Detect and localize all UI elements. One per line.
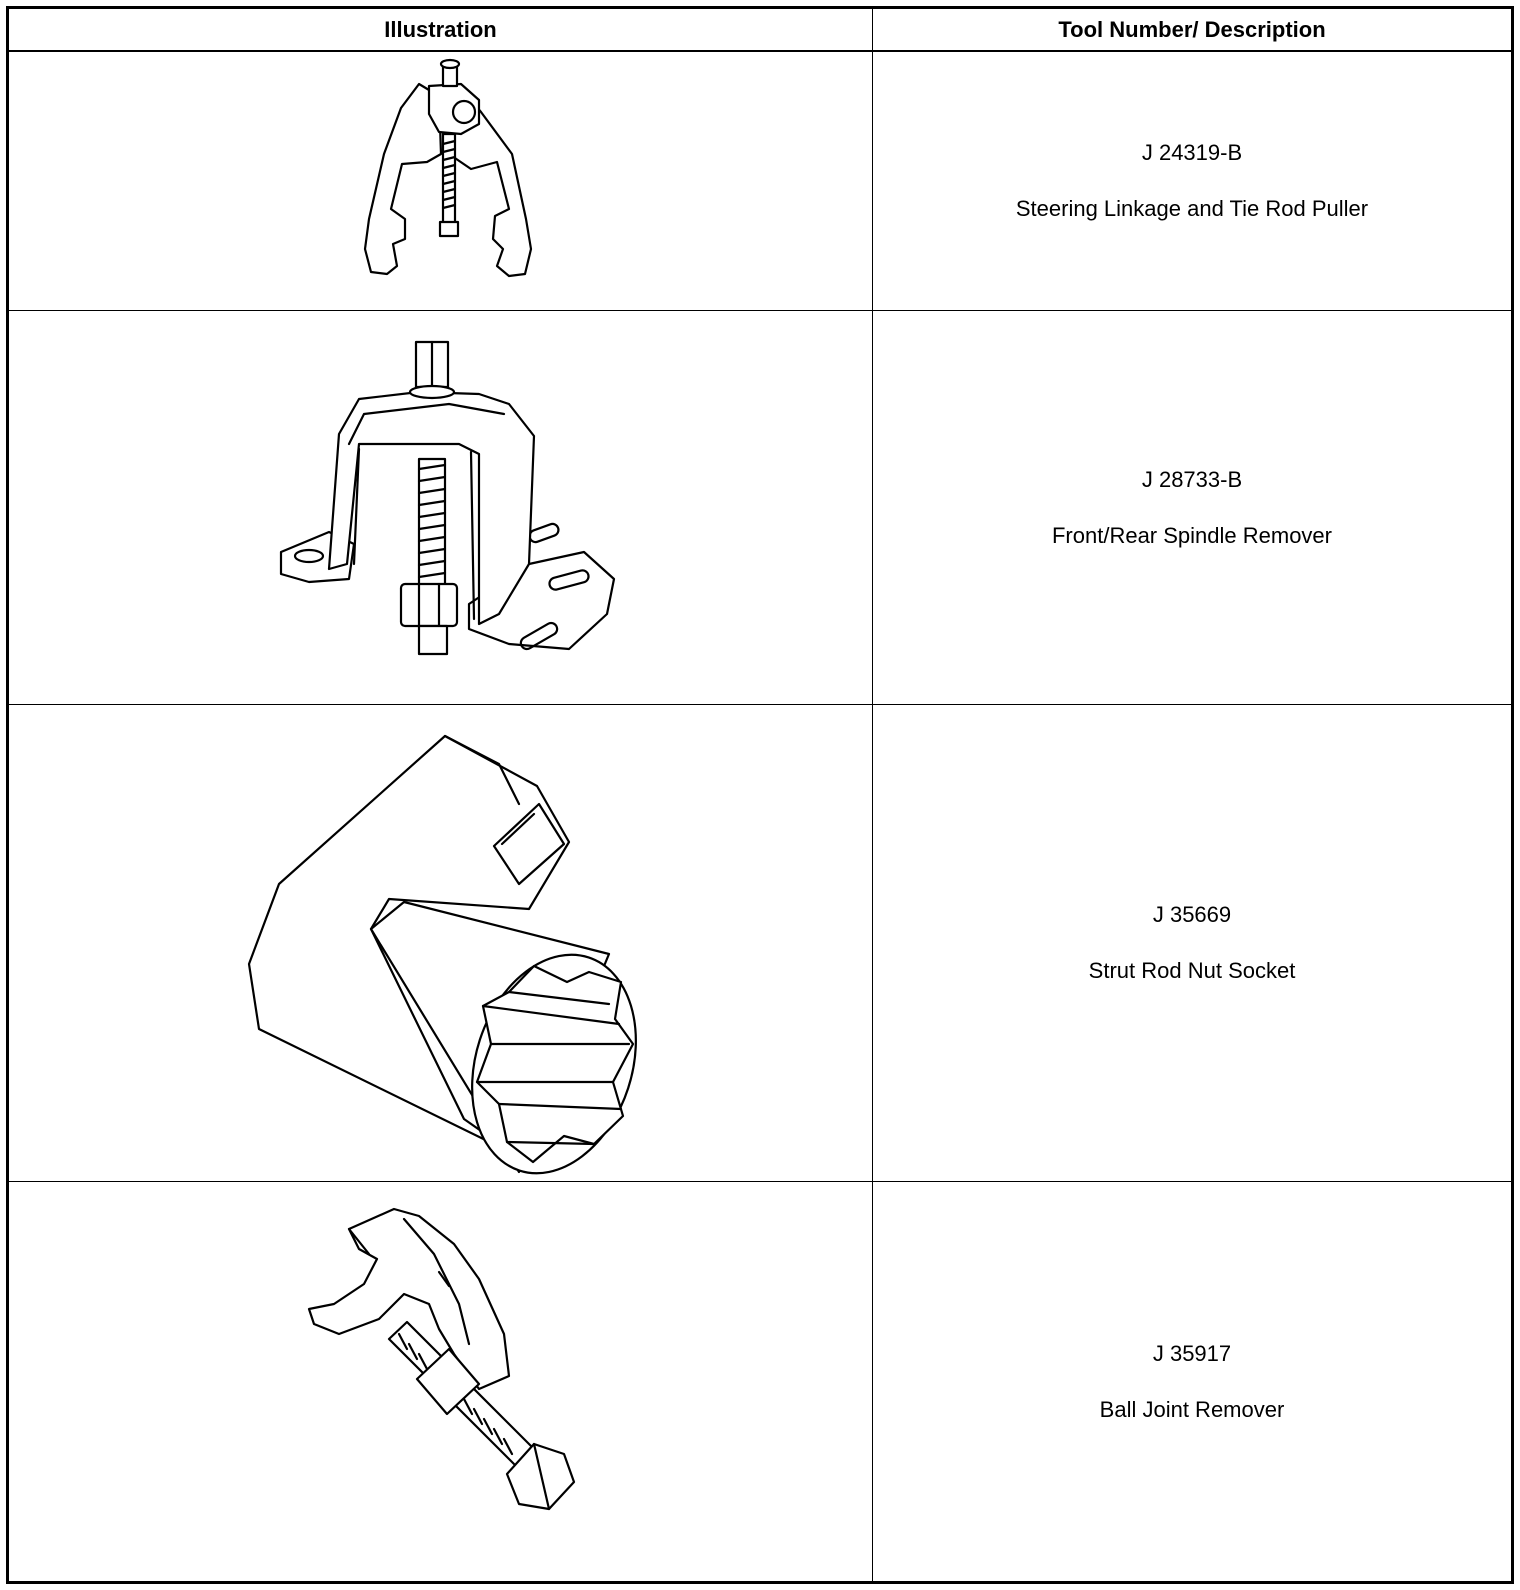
table-row bbox=[9, 1181, 1511, 1581]
tie-rod-puller-icon bbox=[9, 52, 873, 311]
tool-number: J 35917 bbox=[1152, 1340, 1232, 1366]
illustration-cell bbox=[9, 705, 873, 1181]
header-tool-description: Tool Number/ Description bbox=[1058, 16, 1326, 42]
tools-table bbox=[6, 6, 1514, 1584]
tool-description-cell bbox=[873, 705, 1511, 1181]
tool-number: J 24319-B bbox=[1141, 140, 1243, 165]
tool-number: J 28733-B bbox=[1141, 466, 1243, 492]
illustration-cell bbox=[9, 52, 873, 310]
tool-description-cell bbox=[873, 52, 1511, 310]
tool-description-cell bbox=[873, 1182, 1511, 1581]
tool-number: J 35669 bbox=[1152, 902, 1232, 927]
ball-joint-remover-icon bbox=[9, 1182, 873, 1582]
tool-description: Front/Rear Spindle Remover bbox=[1051, 522, 1332, 548]
table-row bbox=[9, 310, 1511, 704]
header-illustration: Illustration bbox=[9, 9, 873, 50]
illustration-cell bbox=[9, 1182, 873, 1581]
table-row bbox=[9, 704, 1511, 1181]
strut-rod-nut-socket-icon bbox=[9, 705, 873, 1182]
table-row bbox=[9, 51, 1511, 310]
tool-description: Strut Rod Nut Socket bbox=[1088, 958, 1296, 983]
tool-description: Ball Joint Remover bbox=[1099, 1396, 1285, 1422]
tool-description-cell bbox=[873, 311, 1511, 704]
illustration-cell bbox=[9, 311, 873, 704]
table-header-row bbox=[9, 9, 1511, 51]
tool-description: Steering Linkage and Tie Rod Puller bbox=[1015, 196, 1369, 221]
spindle-remover-icon bbox=[9, 311, 873, 705]
